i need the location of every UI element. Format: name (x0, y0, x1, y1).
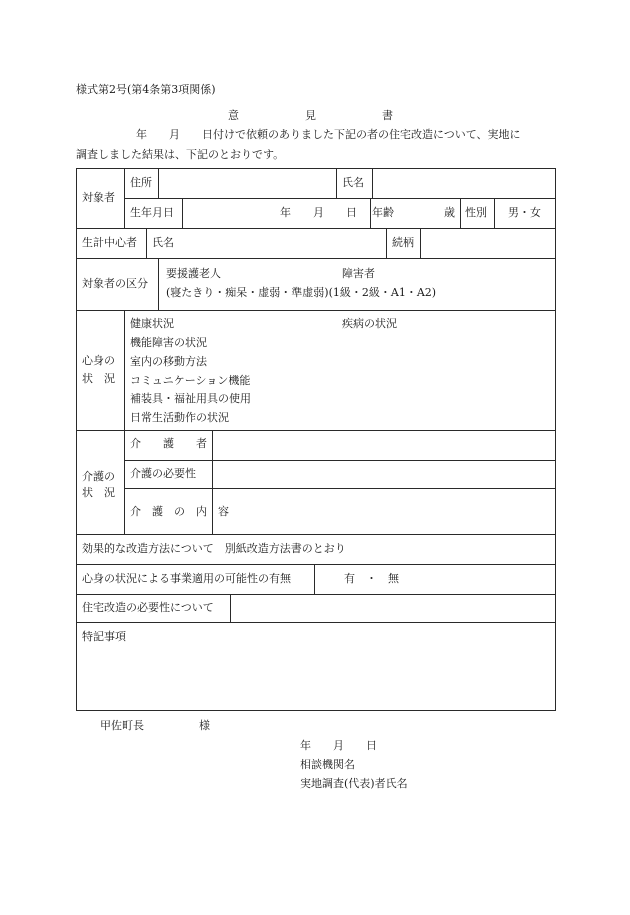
renovation-need-label: 住宅改造の必要性について (82, 601, 214, 614)
communication-label: コミュニケーション機能 (130, 374, 251, 387)
care-label-2: 状 況 (82, 486, 115, 499)
care-necessity-label: 介護の必要性 (130, 467, 196, 480)
indoor-mobility-label: 室内の移動方法 (130, 355, 207, 368)
care-label-1: 介護の (82, 470, 115, 483)
daily-living-label: 日常生活動作の状況 (130, 411, 229, 424)
physical-mental-label-2: 状 況 (82, 372, 115, 385)
category-detail: (寝たきり・痴呆・虚弱・準虚弱)(1級・2級・A1・A2) (166, 286, 437, 299)
caregiver-label: 介 護 者 (130, 437, 207, 450)
address-label: 住所 (130, 176, 152, 189)
care-content-label: 介 護 の 内 容 (130, 505, 229, 518)
care-elderly-label: 要援護老人 (166, 267, 221, 280)
age-label: 年齢 (372, 206, 394, 219)
birthdate-label: 生年月日 (130, 206, 174, 219)
applicability-options: 有 ・ 無 (344, 572, 399, 585)
sex-label: 性別 (465, 206, 487, 219)
age-unit: 歳 (444, 206, 455, 219)
opinion-form-table (76, 168, 556, 711)
birthdate-format: 年 月 日 (280, 206, 357, 219)
intro-line-1: 年 月 日付けで依頼のありました下記の者の住宅改造について、実地に (136, 128, 521, 141)
health-status-label: 健康状況 (130, 317, 174, 330)
household-head-label: 生計中心者 (82, 236, 137, 249)
illness-status-label: 疾病の状況 (342, 317, 397, 330)
household-head-name-label: 氏名 (152, 236, 174, 249)
disabled-label: 障害者 (342, 267, 375, 280)
form-number: 様式第2号(第4条第3項関係) (76, 83, 216, 96)
intro-line-2: 調査しました結果は、下記のとおりです。 (76, 148, 285, 161)
applicability-label: 心身の状況による事業適用の可能性の有無 (82, 572, 291, 585)
footer-date: 年 月 日 (300, 739, 377, 752)
remarks-label: 特記事項 (82, 630, 126, 643)
function-disorder-label: 機能障害の状況 (130, 336, 207, 349)
investigator-name-label: 実地調査(代表)者氏名 (300, 777, 408, 790)
category-label: 対象者の区分 (82, 277, 148, 290)
subject-label: 対象者 (82, 191, 115, 204)
effective-method-text: 効果的な改造方法について 別紙改造方法書のとおり (82, 542, 346, 555)
agency-name-label: 相談機関名 (300, 758, 355, 771)
sex-options: 男・女 (508, 206, 541, 219)
assistive-device-label: 補装具・福祉用具の使用 (130, 392, 251, 405)
physical-mental-label-1: 心身の (82, 354, 115, 367)
subject-name-label: 氏名 (342, 176, 364, 189)
relation-label: 続柄 (392, 236, 414, 249)
addressee: 甲佐町長 様 (100, 719, 210, 732)
document-title: 意 見 書 (228, 109, 393, 122)
